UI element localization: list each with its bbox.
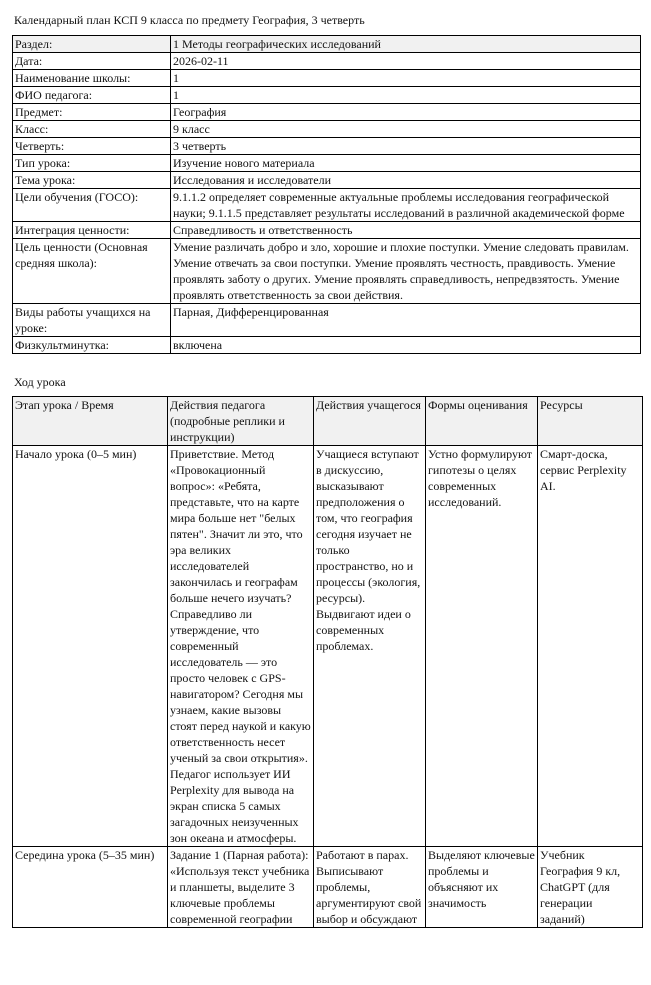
meta-value: 9.1.1.2 определяет современные актуальные проблемы исследования географической науки; 9.1.1.5 представляет результаты исследований в различной академической форме [171, 189, 641, 222]
lesson-meta-table [12, 35, 641, 354]
meta-row [13, 222, 641, 239]
cell-assessment: Устно формулируют гипотезы о целях современных исследований. [426, 446, 538, 847]
meta-row [13, 337, 641, 354]
meta-key: Предмет: [13, 104, 171, 121]
meta-row [13, 36, 641, 53]
meta-key: Цель ценности (Основная средняя школа): [13, 239, 171, 304]
meta-row [13, 53, 641, 70]
meta-key: Тип урока: [13, 155, 171, 172]
meta-row [13, 172, 641, 189]
meta-key: Раздел: [13, 36, 171, 53]
meta-key: ФИО педагога: [13, 87, 171, 104]
cell-student: Учащиеся вступают в дискуссию, высказывают предположения о том, что география сегодня изучает не только пространство, но и процессы (экология, ресурсы). Выдвигают идеи о современных проблемах. [314, 446, 426, 847]
meta-key: Физкультминутка: [13, 337, 171, 354]
meta-row [13, 70, 641, 87]
header-teacher: Действия педагога (подробные реплики и инструкции) [168, 397, 314, 446]
meta-value: 1 Методы географических исследований [171, 36, 641, 53]
document-title: Календарный план КСП 9 класса по предмету География, 3 четверть [14, 13, 365, 27]
cell-teacher: Приветствие. Метод «Провокационный вопрос»: «Ребята, представьте, что на карте мира больше нет "белых пятен". Значит ли это, что эра великих исследователей закончилась и географам больше нечего изучать? Справедливо ли утверждение, что современный исследователь — это просто человек с GPS-навигатором? Сегодня мы узнаем, какие вызовы стоят перед наукой и какую ответственность несет ученый за свои открытия». Педагог использует ИИ Perplexity для вывода на экран списка 5 самых загадочных неизученных зон океана и атмосферы. [168, 446, 314, 847]
meta-row [13, 138, 641, 155]
meta-row [13, 121, 641, 138]
meta-row [13, 104, 641, 121]
cell-teacher: Задание 1 (Парная работа): «Используя текст учебника и планшеты, выделите 3 ключевые проблемы современной географии [168, 847, 314, 928]
meta-value: Исследования и исследователи [171, 172, 641, 189]
meta-key: Интеграция ценности: [13, 222, 171, 239]
header-resources: Ресурсы [538, 397, 643, 446]
meta-key: Цели обучения (ГОСО): [13, 189, 171, 222]
meta-value: Умение различать добро и зло, хорошие и плохие поступки. Умение следовать правилам. Умение отвечать за свои поступки. Умение проявлять честность, правдивость. Умение проявлять заботу о других. Умение проявлять справедливость, непредвзятость. Умение проявлять ответственность за свои действия. [171, 239, 641, 304]
header-assessment: Формы оценивания [426, 397, 538, 446]
cell-resources: Смарт-доска, сервис Perplexity AI. [538, 446, 643, 847]
meta-key: Четверть: [13, 138, 171, 155]
meta-value: 2026-02-11 [171, 53, 641, 70]
plan-row [13, 847, 643, 928]
meta-key: Тема урока: [13, 172, 171, 189]
plan-header-row [13, 397, 643, 446]
meta-row [13, 239, 641, 304]
header-student: Действия учащегося [314, 397, 426, 446]
meta-key: Дата: [13, 53, 171, 70]
meta-value: Справедливость и ответственность [171, 222, 641, 239]
meta-key: Класс: [13, 121, 171, 138]
meta-key: Наименование школы: [13, 70, 171, 87]
cell-stage: Начало урока (0–5 мин) [13, 446, 168, 847]
meta-value: Изучение нового материала [171, 155, 641, 172]
meta-value: 1 [171, 70, 641, 87]
meta-value: 3 четверть [171, 138, 641, 155]
lesson-plan-table [12, 396, 643, 928]
cell-student: Работают в парах. Выписывают проблемы, аргументируют свой выбор и обсуждают [314, 847, 426, 928]
header-stage: Этап урока / Время [13, 397, 168, 446]
meta-row [13, 155, 641, 172]
meta-key: Виды работы учащихся на уроке: [13, 304, 171, 337]
meta-row [13, 304, 641, 337]
meta-row [13, 189, 641, 222]
lesson-flow-label: Ход урока [14, 375, 66, 389]
meta-value: 1 [171, 87, 641, 104]
plan-row [13, 446, 643, 847]
meta-value: География [171, 104, 641, 121]
meta-value: включена [171, 337, 641, 354]
meta-row [13, 87, 641, 104]
cell-assessment: Выделяют ключевые проблемы и объясняют их значимость [426, 847, 538, 928]
cell-resources: Учебник География 9 кл, ChatGPT (для генерации заданий) [538, 847, 643, 928]
cell-stage: Середина урока (5–35 мин) [13, 847, 168, 928]
meta-value: Парная, Дифференцированная [171, 304, 641, 337]
meta-value: 9 класс [171, 121, 641, 138]
